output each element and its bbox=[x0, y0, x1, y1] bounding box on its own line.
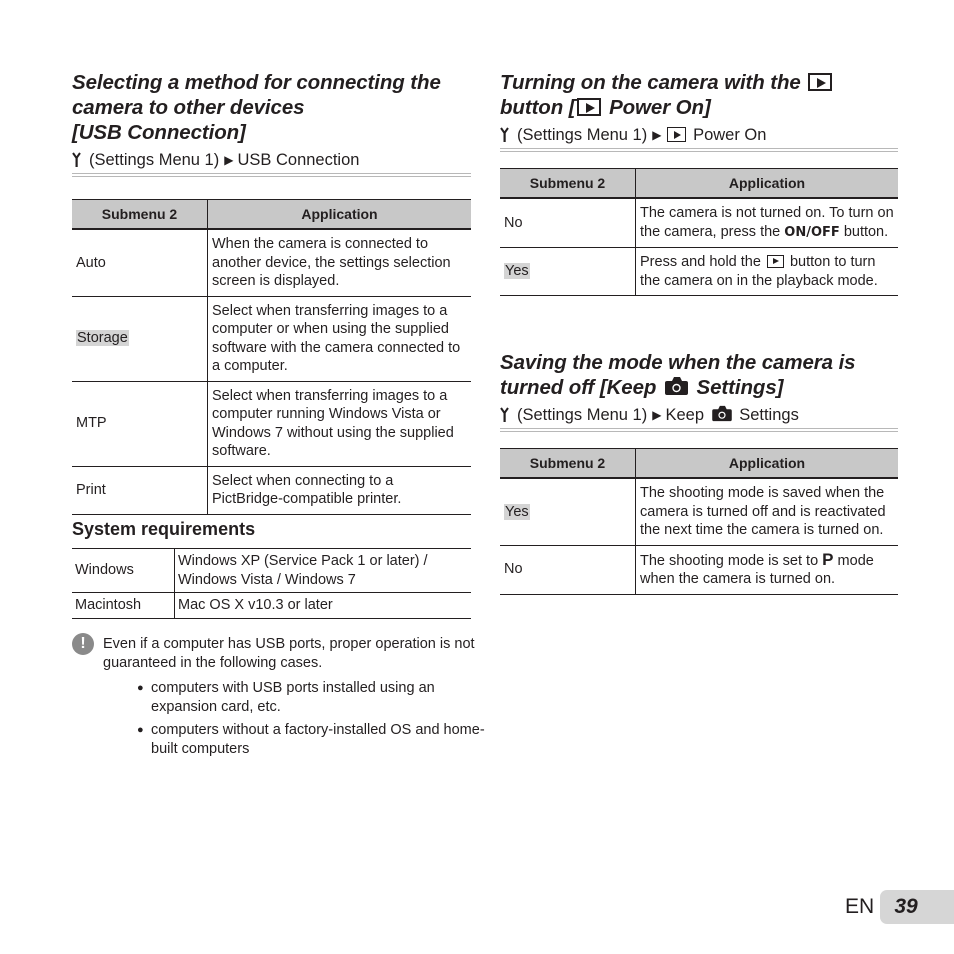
application-cell bbox=[636, 198, 899, 248]
table-row bbox=[500, 545, 898, 594]
power-on-section bbox=[500, 70, 898, 296]
application-cell: Select when transferring images to a computer or when using the supplied software with the camera connected to a computer. bbox=[208, 296, 472, 381]
path-target: Power On bbox=[693, 126, 767, 144]
application-text: Press and hold the bbox=[640, 254, 761, 270]
menu-path bbox=[500, 125, 898, 149]
wrench-icon bbox=[72, 152, 81, 168]
submenu-print: Print bbox=[76, 481, 106, 498]
caution-note bbox=[72, 635, 489, 763]
caution-icon: ! bbox=[72, 633, 94, 655]
submenu-auto: Auto bbox=[76, 254, 106, 271]
path-prefix: (Settings Menu 1) bbox=[517, 406, 648, 424]
onoff-key-label: ON/OFF bbox=[784, 224, 840, 240]
submenu-no: No bbox=[504, 214, 523, 231]
title-line: turned off [Keep bbox=[500, 376, 657, 399]
title-line: button [ bbox=[500, 96, 576, 119]
path-target: USB Connection bbox=[237, 151, 360, 169]
keep-settings-submenu-table bbox=[500, 448, 898, 595]
submenu-no: No bbox=[504, 561, 523, 578]
table-row bbox=[500, 198, 898, 248]
menu-path bbox=[72, 150, 471, 174]
header-application: Application bbox=[636, 169, 899, 199]
arrow-right-icon: ▶ bbox=[652, 408, 662, 422]
requirement-cell: Mac OS X v10.3 or later bbox=[175, 593, 472, 619]
path-target: Settings bbox=[739, 406, 799, 424]
section-title-keep-settings bbox=[500, 350, 898, 400]
submenu-cell bbox=[500, 478, 636, 545]
path-prefix: (Settings Menu 1) bbox=[89, 151, 220, 169]
page-number: 39 bbox=[894, 895, 918, 918]
table-header-row bbox=[500, 449, 898, 479]
header-submenu: Submenu 2 bbox=[500, 449, 636, 479]
title-line: Selecting a method for connecting the bbox=[72, 71, 441, 94]
power-on-submenu-table bbox=[500, 168, 898, 296]
system-requirements-section bbox=[72, 519, 471, 619]
usb-submenu-table bbox=[72, 199, 471, 515]
playback-icon bbox=[577, 98, 601, 116]
title-line: Turning on the camera with the bbox=[500, 71, 801, 94]
path-keep: Keep bbox=[665, 406, 705, 424]
table-row bbox=[72, 229, 471, 296]
submenu-cell bbox=[500, 248, 636, 296]
header-application: Application bbox=[208, 200, 472, 230]
application-cell bbox=[636, 545, 899, 594]
title-line: camera to other devices bbox=[72, 96, 305, 119]
submenu-cell bbox=[72, 381, 208, 466]
submenu-yes: Yes bbox=[505, 503, 529, 520]
table-header-row bbox=[500, 169, 898, 199]
usb-connection-section bbox=[72, 70, 471, 515]
submenu-storage: Storage bbox=[77, 330, 128, 347]
application-text: mode when the camera is turned on. bbox=[640, 552, 874, 587]
list-item: ● computers without a factory-installed OS and home-built computers bbox=[120, 721, 489, 759]
camera-icon bbox=[711, 405, 733, 422]
application-text: button to turn the camera on in the playback mode. bbox=[640, 254, 878, 289]
table-row bbox=[72, 296, 471, 381]
playback-icon bbox=[808, 73, 832, 91]
application-text: button. bbox=[843, 223, 889, 240]
application-cell: Select when connecting to a PictBridge-compatible printer. bbox=[208, 466, 472, 514]
camera-icon bbox=[664, 376, 689, 396]
title-line: Power On] bbox=[603, 96, 711, 119]
playback-icon bbox=[767, 255, 784, 268]
title-line: Settings] bbox=[696, 376, 784, 399]
wrench-icon bbox=[500, 127, 509, 143]
title-line: Saving the mode when the camera is bbox=[500, 351, 856, 374]
path-prefix: (Settings Menu 1) bbox=[517, 126, 648, 144]
section-title-usb bbox=[72, 70, 471, 145]
table-row bbox=[500, 478, 898, 545]
submenu-mtp: MTP bbox=[76, 415, 107, 432]
arrow-right-icon: ▶ bbox=[224, 153, 234, 167]
keep-settings-section bbox=[500, 350, 898, 595]
table-header-row bbox=[72, 200, 471, 230]
application-cell: Select when transferring images to a computer running Windows Vista or Windows 7 without using the supplied software. bbox=[208, 381, 472, 466]
application-cell bbox=[636, 248, 899, 296]
playback-icon bbox=[667, 127, 686, 142]
table-row bbox=[500, 248, 898, 296]
table-row bbox=[72, 593, 471, 619]
header-application: Application bbox=[636, 449, 899, 479]
caution-text: Even if a computer has USB ports, proper operation is not guaranteed in the following cases. bbox=[103, 636, 475, 671]
application-cell: When the camera is connected to another device, the settings selection screen is displayed. bbox=[208, 229, 472, 296]
submenu-cell bbox=[72, 466, 208, 514]
submenu-cell bbox=[72, 296, 208, 381]
language-label: EN bbox=[845, 895, 875, 918]
application-text: The camera is not turned on. To turn on the camera, press the bbox=[640, 205, 894, 240]
application-text: The shooting mode is set to bbox=[640, 552, 819, 569]
caution-bullets bbox=[72, 679, 489, 759]
system-requirements-table bbox=[72, 548, 471, 619]
submenu-cell bbox=[500, 198, 636, 248]
section-title-power-on bbox=[500, 70, 898, 120]
submenu-cell bbox=[72, 229, 208, 296]
program-mode-icon: P bbox=[822, 549, 834, 569]
requirement-cell: Windows XP (Service Pack 1 or later) / Windows Vista / Windows 7 bbox=[175, 549, 472, 593]
table-row bbox=[72, 549, 471, 593]
os-cell: Windows bbox=[72, 549, 175, 593]
submenu-cell bbox=[500, 545, 636, 594]
submenu-yes: Yes bbox=[505, 263, 529, 280]
table-row bbox=[72, 466, 471, 514]
menu-path bbox=[500, 405, 898, 429]
system-requirements-title: System requirements bbox=[72, 519, 256, 539]
arrow-right-icon: ▶ bbox=[652, 128, 662, 142]
list-item: ● computers with USB ports installed using an expansion card, etc. bbox=[120, 679, 489, 717]
header-submenu: Submenu 2 bbox=[72, 200, 208, 230]
table-row bbox=[72, 381, 471, 466]
application-cell: The shooting mode is saved when the camera is turned off and is reactivated the next time the camera is turned on. bbox=[636, 478, 899, 545]
os-cell: Macintosh bbox=[72, 593, 175, 619]
title-line: [USB Connection] bbox=[72, 121, 246, 144]
header-submenu: Submenu 2 bbox=[500, 169, 636, 199]
wrench-icon bbox=[500, 407, 509, 423]
